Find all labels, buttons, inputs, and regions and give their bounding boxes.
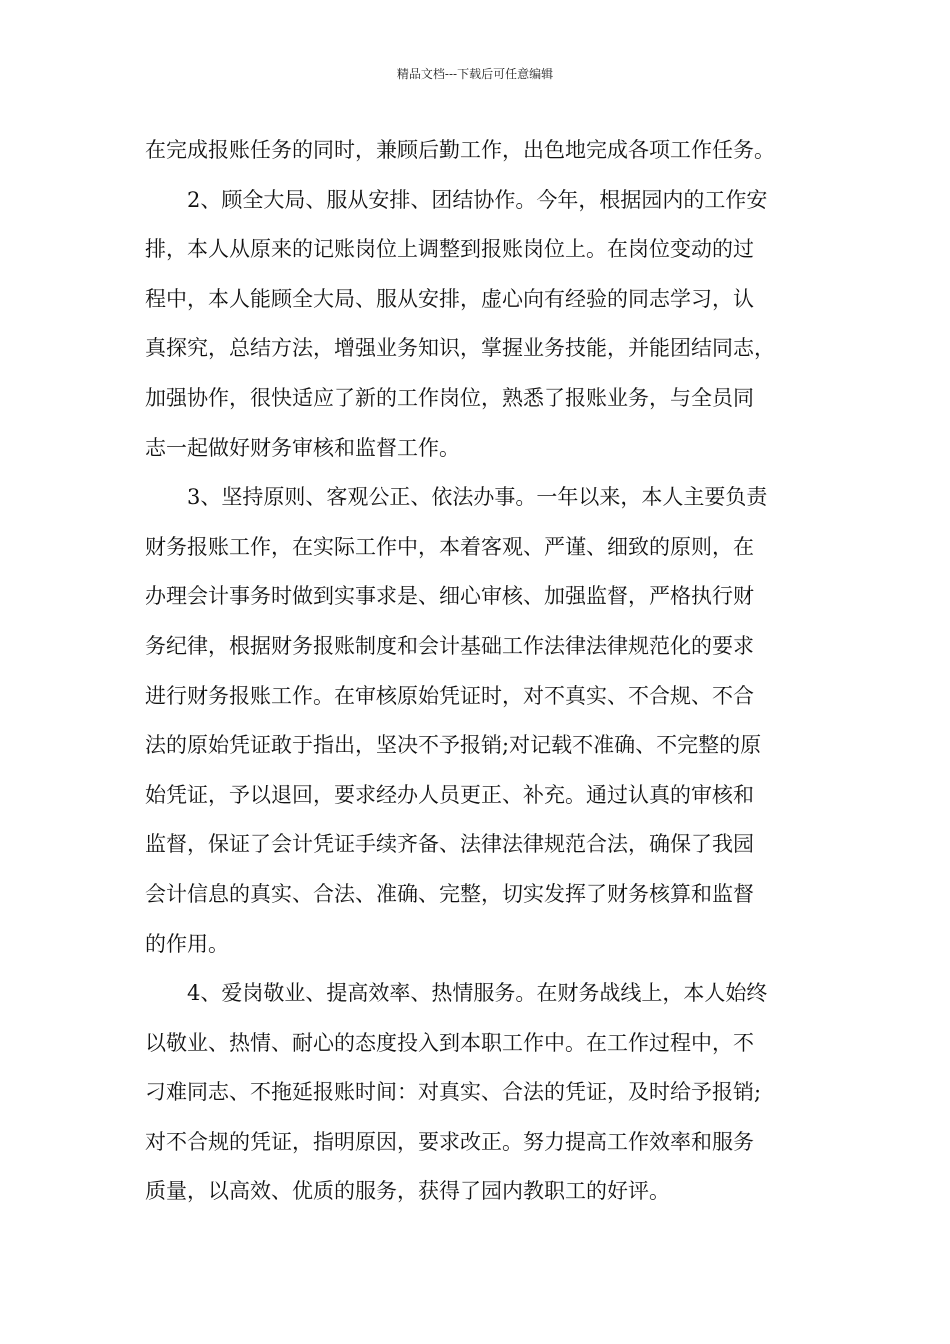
text-line: 对不合规的凭证，指明原因，要求改正。努力提高工作效率和服务 — [145, 1129, 754, 1154]
text-line: 进行财务报账工作。在审核原始凭证时，对不真实、不合规、不合 — [145, 683, 754, 708]
text-line: 的作用。 — [145, 931, 229, 956]
text-line: 真探究，总结方法，增强业务知识，掌握业务技能，并能团结同志， — [145, 336, 775, 361]
text-line: 排，本人从原来的记账岗位上调整到报账岗位上。在岗位变动的过 — [145, 237, 754, 262]
text-line: 程中，本人能顾全大局、服从安排，虚心向有经验的同志学习，认 — [145, 286, 754, 311]
paragraph-start-line: 2、顾全大局、服从安排、团结协作。今年，根据园内的工作安 — [187, 187, 768, 212]
text-line: 志一起做好财务审核和监督工作。 — [145, 435, 460, 460]
paragraph-start-line: 3、坚持原则、客观公正、依法办事。一年以来，本人主要负责 — [187, 485, 768, 510]
text-line: 始凭证，予以退回，要求经办人员更正、补充。通过认真的审核和 — [145, 782, 754, 807]
text-line: 刁难同志、不拖延报账时间：对真实、合法的凭证，及时给予报销; — [145, 1080, 762, 1105]
text-line: 财务报账工作，在实际工作中，本着客观、严谨、细致的原则，在 — [145, 534, 754, 559]
text-line: 法的原始凭证敢于指出，坚决不予报销;对记载不准确、不完整的原 — [145, 733, 762, 758]
text-line: 会计信息的真实、合法、准确、完整，切实发挥了财务核算和监督 — [145, 881, 754, 906]
text-line: 务纪律，根据财务报账制度和会计基础工作法律法律规范化的要求 — [145, 633, 754, 658]
document-body — [145, 130, 815, 1221]
text-line: 以敬业、热情、耐心的态度投入到本职工作中。在工作过程中，不 — [145, 1030, 754, 1055]
page-header: 精品文档---下载后可任意编辑 — [396, 67, 554, 81]
text-line: 加强协作，很快适应了新的工作岗位，熟悉了报账业务，与全员同 — [145, 385, 754, 410]
paragraph-start-line: 4、爱岗敬业、提高效率、热情服务。在财务战线上，本人始终 — [187, 981, 768, 1006]
text-line: 监督，保证了会计凭证手续齐备、法律法律规范合法，确保了我园 — [145, 832, 754, 857]
text-line: 质量，以高效、优质的服务，获得了园内教职工的好评。 — [145, 1179, 670, 1204]
text-line: 在完成报账任务的同时，兼顾后勤工作，出色地完成各项工作任务。 — [145, 138, 775, 162]
text-line: 办理会计事务时做到实事求是、细心审核、加强监督，严格执行财 — [145, 584, 754, 609]
